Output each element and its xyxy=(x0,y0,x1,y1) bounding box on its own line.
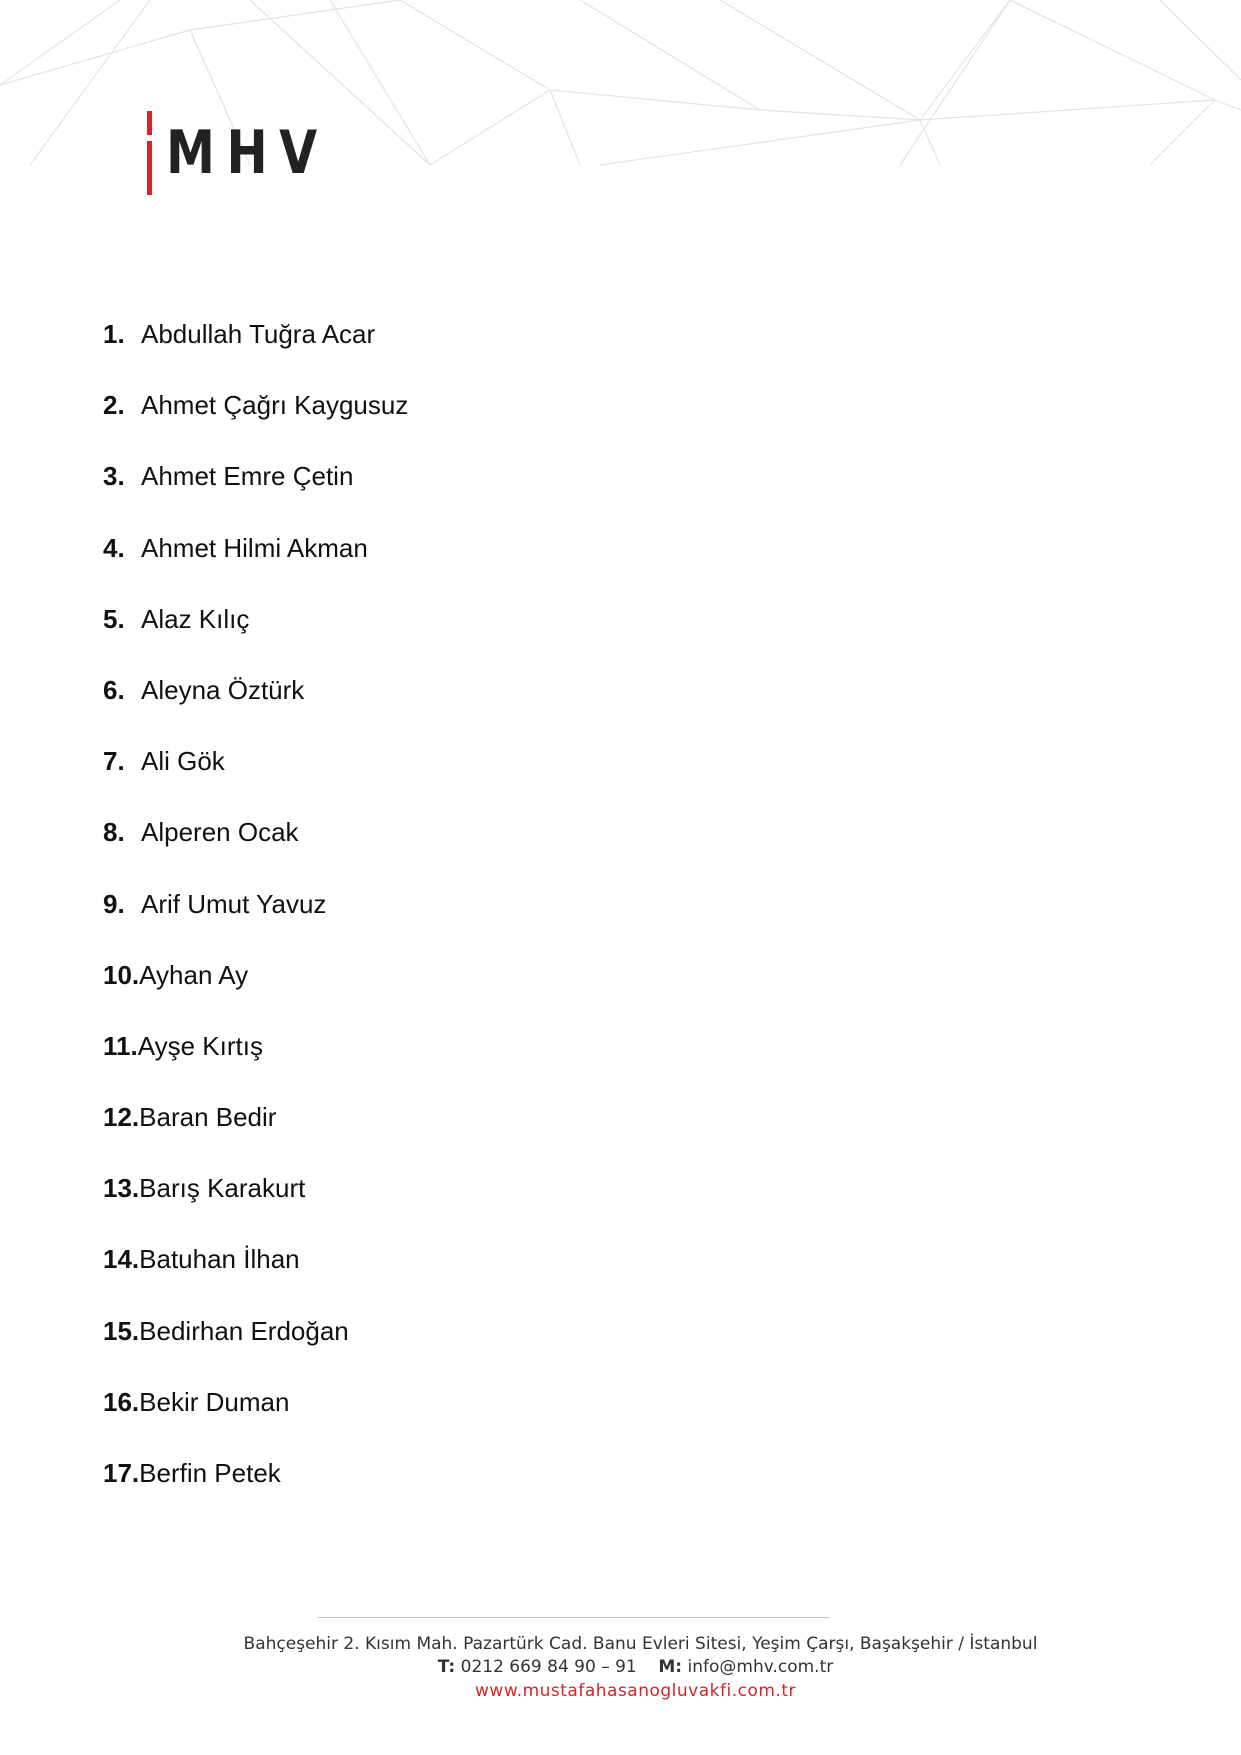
item-number: 10. xyxy=(103,959,140,990)
list-item xyxy=(103,1457,408,1528)
item-number: 12. xyxy=(103,1102,140,1133)
item-name: Ahmet Hilmi Akman xyxy=(141,532,368,563)
phone-label: T: xyxy=(437,1657,456,1677)
list-item xyxy=(103,1172,408,1243)
item-number: 3. xyxy=(103,461,125,492)
item-name: Ayşe Kırtış xyxy=(137,1030,263,1061)
list-item xyxy=(103,1386,408,1457)
item-number: 7. xyxy=(103,746,125,777)
item-name: Alaz Kılıç xyxy=(141,603,250,634)
list-item xyxy=(103,389,408,460)
list-item xyxy=(103,816,408,887)
item-name: Bedirhan Erdoğan xyxy=(139,1315,349,1346)
item-name: Ali Gök xyxy=(141,746,225,777)
item-number: 14. xyxy=(103,1244,140,1275)
list-item xyxy=(103,745,408,816)
footer-contact xyxy=(15,1657,1241,1677)
item-name: Ahmet Emre Çetin xyxy=(141,461,354,492)
item-number: 15. xyxy=(103,1315,140,1346)
list-item xyxy=(103,888,408,959)
mhv-logo xyxy=(147,110,364,196)
item-number: 6. xyxy=(103,674,125,705)
item-number: 16. xyxy=(103,1386,140,1417)
list-item xyxy=(103,318,408,389)
item-name: Ahmet Çağrı Kaygusuz xyxy=(141,390,409,421)
item-number: 8. xyxy=(103,817,125,848)
item-name: Abdullah Tuğra Acar xyxy=(141,319,376,349)
mail-label: M: xyxy=(658,1657,683,1677)
item-name: Aleyna Öztürk xyxy=(141,674,305,705)
footer-divider xyxy=(318,1617,830,1618)
logo-accent-bar xyxy=(147,111,152,195)
list-item xyxy=(103,959,408,1030)
item-name: Barış Karakurt xyxy=(139,1173,306,1204)
logo-text: MHV xyxy=(166,118,329,188)
list-item xyxy=(103,1243,408,1314)
item-number: 13. xyxy=(103,1173,140,1204)
item-number: 11. xyxy=(103,1030,138,1061)
list-item xyxy=(103,460,408,531)
item-number: 9. xyxy=(103,888,125,919)
list-item xyxy=(103,1030,408,1101)
item-name: Baran Bedir xyxy=(139,1102,277,1133)
item-number: 1. xyxy=(103,319,125,349)
item-name: Alperen Ocak xyxy=(141,817,299,848)
item-number: 17. xyxy=(103,1458,140,1488)
list-item xyxy=(103,1315,408,1386)
item-name: Batuhan İlhan xyxy=(139,1244,300,1275)
footer-address: Bahçeşehir 2. Kısım Mah. Pazartürk Cad. Banu Evleri Sitesi, Yeşim Çarşı, Başakşehir / İstanbul xyxy=(243,1634,1038,1654)
item-name: Berfin Petek xyxy=(139,1458,281,1488)
list-item xyxy=(103,603,408,674)
item-number: 5. xyxy=(103,603,125,634)
footer-website-link[interactable]: www.mustafahasanogluvakfi.com.tr xyxy=(475,1681,796,1701)
item-name: Arif Umut Yavuz xyxy=(141,888,327,919)
list-item xyxy=(103,1101,408,1172)
item-name: Ayhan Ay xyxy=(139,959,249,990)
item-name: Bekir Duman xyxy=(139,1386,290,1417)
list-item xyxy=(103,532,408,603)
list-item xyxy=(103,674,408,745)
phone-number: 0212 669 84 90 – 91 xyxy=(460,1657,637,1677)
name-list xyxy=(103,318,408,1528)
item-number: 4. xyxy=(103,532,125,563)
item-number: 2. xyxy=(103,390,125,421)
mail-address: info@mhv.com.tr xyxy=(687,1657,834,1677)
